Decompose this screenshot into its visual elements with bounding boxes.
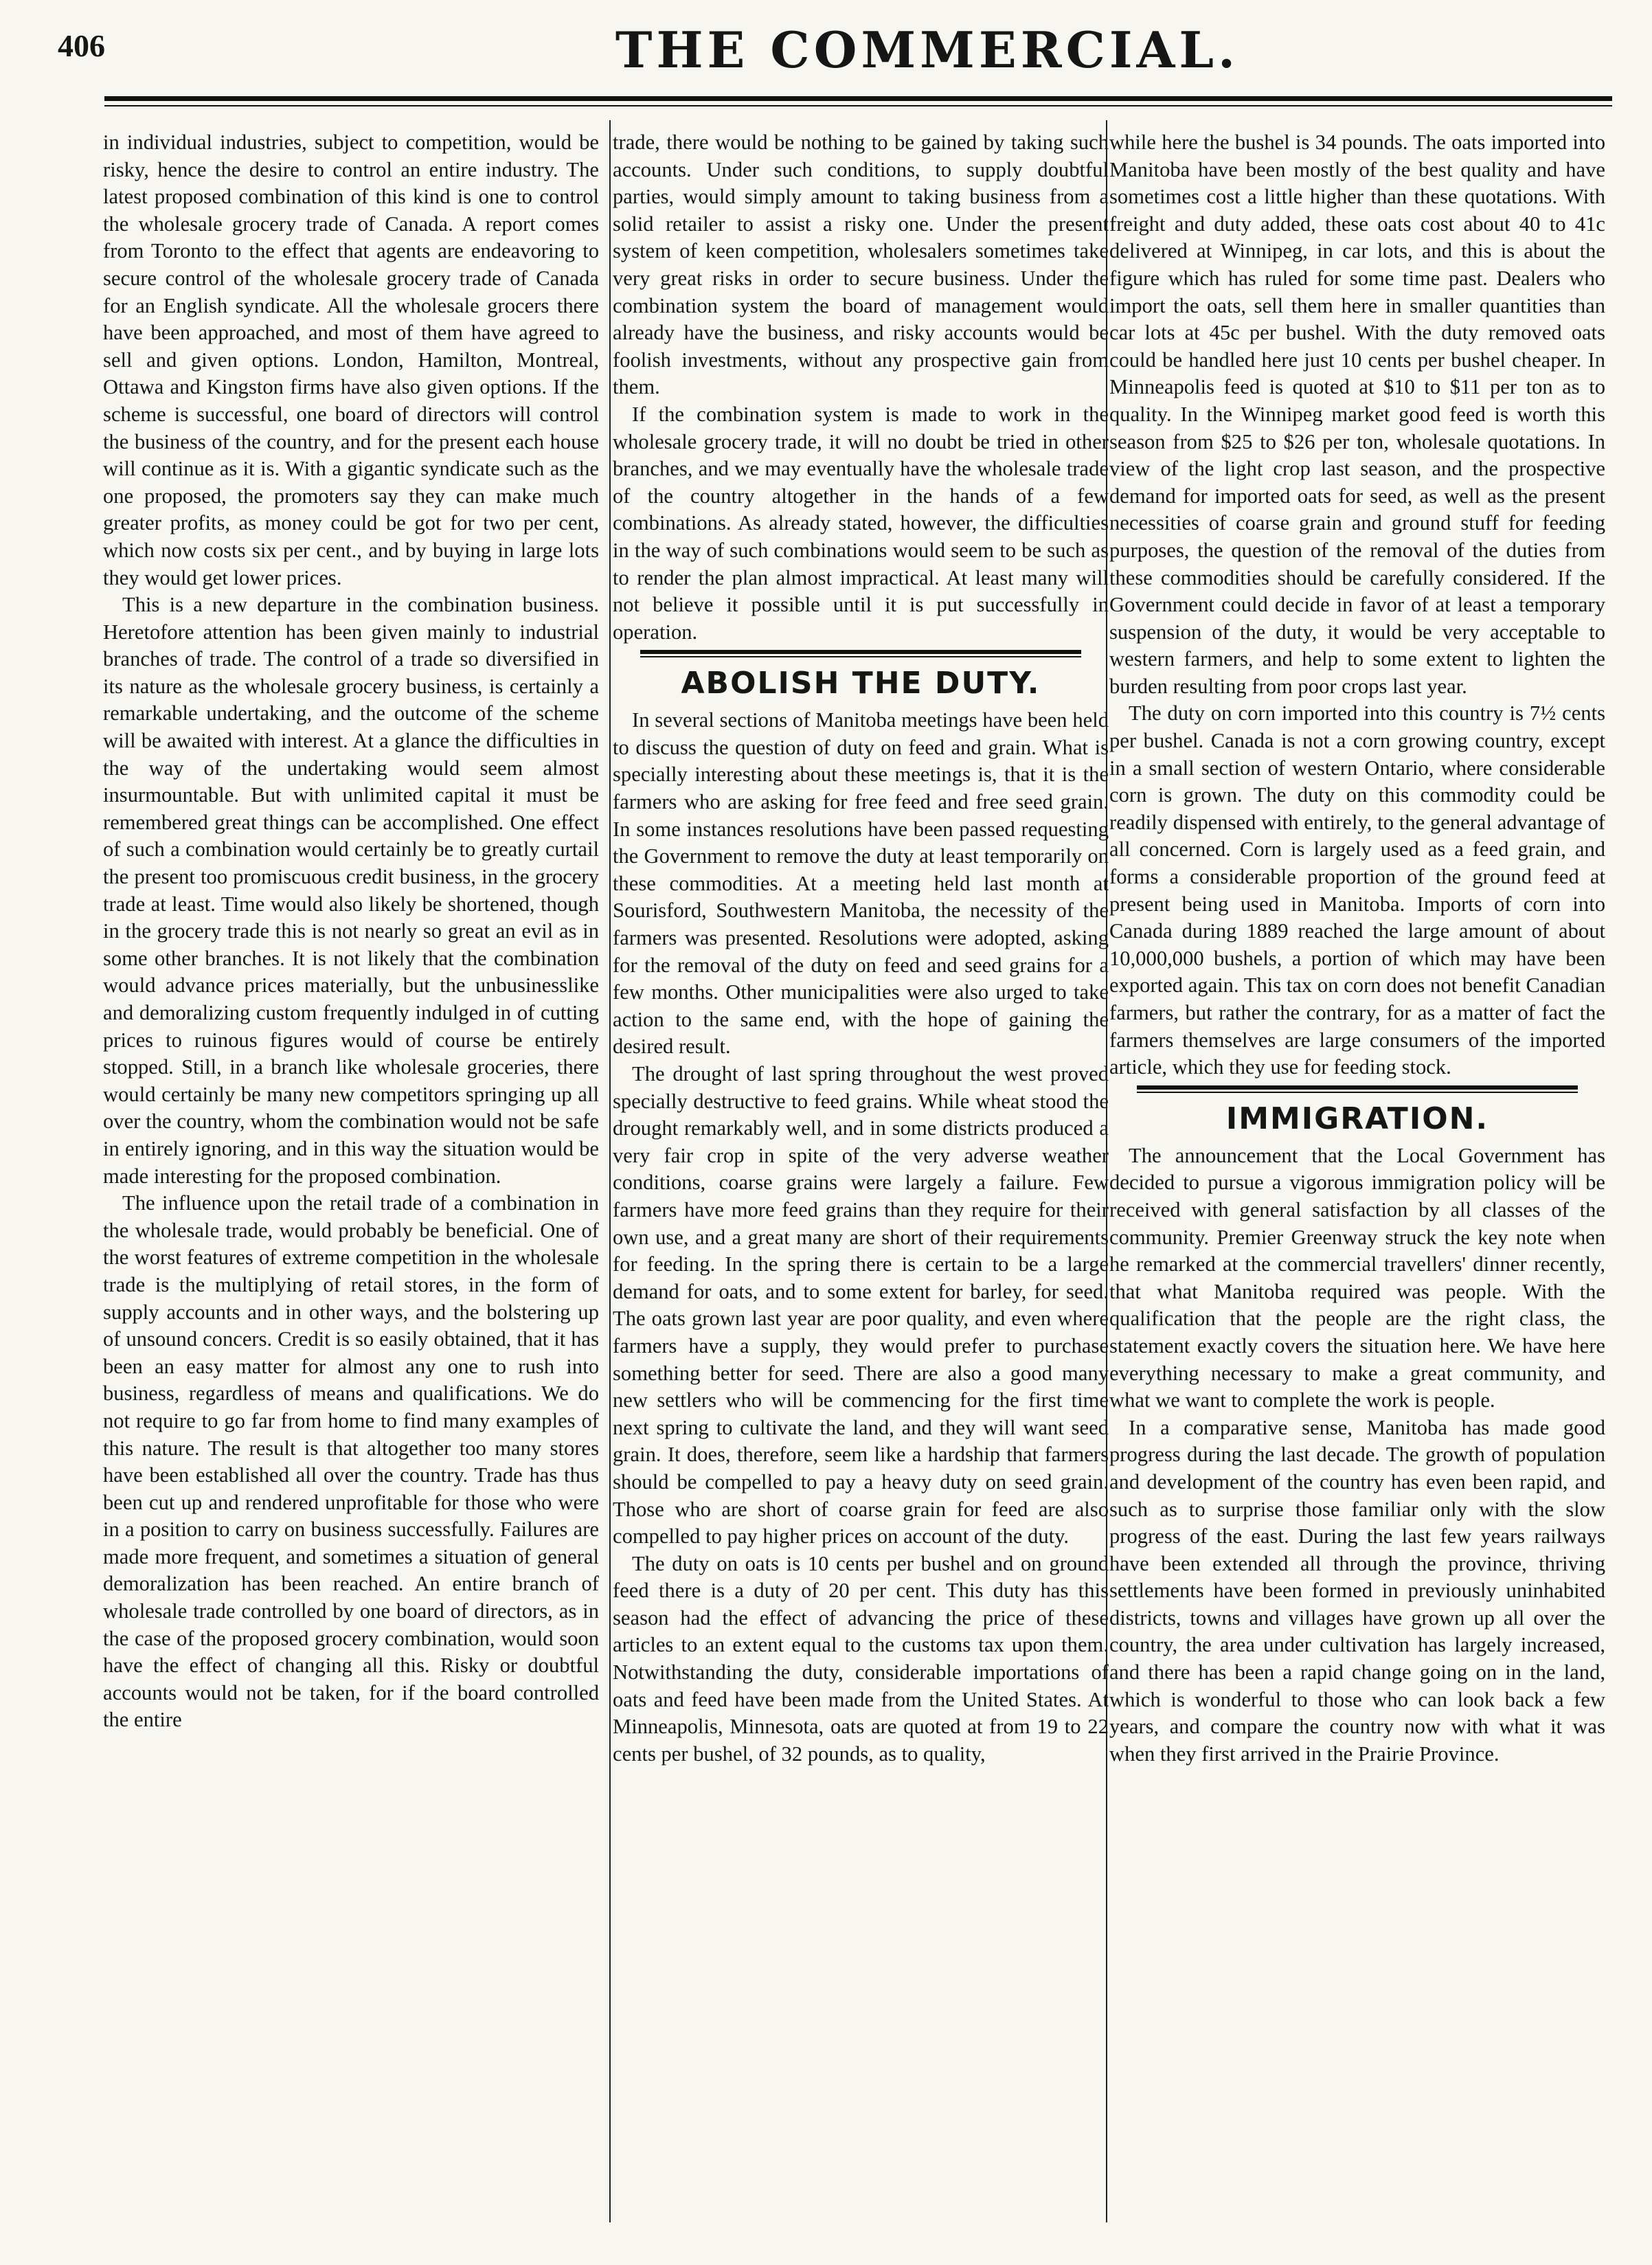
article-paragraph: The drought of last spring throughout the west proved specially destructive to feed grains. While wheat stood the drought remarkably well, and in some districts produced a very fair crop in spite of the very adverse weather conditions, coarse grains were largely a failure. Few farmers have more feed grains than they require for their own use, and a great many are short of their requirements for feeding. In the spring there is certain to be a large demand for oats, and to some extent for barley, for seed. The oats grown last year are poor quality, and even where farmers have a supply, they would prefer to purchase something better for seed. There are also a good many new settlers who will be commencing for the first time next spring to cultivate the land, and they will want seed grain. It does, therefore, seem like a hardship that farmers should be compelled to pay a heavy duty on seed grain. Those who are short of coarse grain for feed are also compelled to pay higher prices on account of the duty. [613,1062,1109,1548]
article-paragraph: If the combination system is made to work in the wholesale grocery trade, it will no doubt be tried in other branches, and we may eventually have the wholesale trade of the country altogether in the hands of a few combinations. As already stated, however, the difficulties in the way of such combinations would seem to be such as to render the plan almost impractical. At least many will not believe it possible until it is put successfully in operation. [613,402,1109,644]
section-heading: IMMIGRATION. [1225,1101,1489,1136]
article-paragraph: The influence upon the retail trade of a combination in the wholesale trade, would probably be beneficial. One of the worst features of extreme competition in the wholesale trade is the multiplying of retail stores, in the form of supply accounts and in other ways, and the bolstering up of unsound concers. Credit is so easily obtained, that it has been an easy matter for almost any one to rush into business, regardless of means and qualifications. We do not require to go far from home to find many examples of this nature. The result is that altogether too many stores have been established all over the country. Trade has thus been cut up and rendered unprofitable for those who were in a position to carry on business successfully. Failures are made more frequent, and sometimes a situation of general demoralization has been reached. An entire branch of wholesale trade controlled by one board of directors, as in the case of the proposed grocery combination, would soon have the effect of changing all this. Risky or doubtful accounts would not be taken, for if the board controlled the entire [103,1191,599,1732]
publication-title: THE COMMERCIAL. [615,21,1240,79]
section-rule [1137,1092,1578,1093]
article-paragraph: In several sections of Manitoba meetings have been held to discuss the question of duty on feed and grain. What is specially interesting about these meetings is, that it is the farmers who are asking for free feed and free seed grain. In some instances resolutions have been passed requesting the Government to remove the duty at least temporarily on these commodities. At a meeting held last month at Sourisford, Southwestern Manitoba, the necessity of the farmers was presented. Resolutions were adopted, asking for the removal of the duty on feed and seed grains for a few months. Other municipalities were also urged to take action to the same end, with the hope of gaining the desired result. [613,708,1109,1059]
masthead [0,0,1652,110]
article-paragraph: in individual industries, subject to competition, would be risky, hence the desire to control an entire industry. The latest proposed combination of this kind is one to control the wholesale grocery trade of Canada. A report comes from Toronto to the effect that agents are endeavoring to secure control of the wholesale grocery trade of Canada for an English syndicate. All the wholesale grocers there have been approached, and most of them have agreed to sell and given options. London, Hamilton, Montreal, Ottawa and Kingston firms have also given options. If the scheme is successful, one board of directors will control the business of the country, and for the present each house will continue as it is. With a gigantic syndicate such as the one proposed, the promoters say they can make much greater profits, as money could be got for two per cent, which now costs six per cent., and by buying in large lots they would get lower prices. [103,131,599,589]
column-2 [613,129,1109,2231]
section-rule [640,656,1081,657]
column-1 [103,129,599,2231]
masthead-rule-thick [104,96,1612,101]
article-paragraph: The duty on oats is 10 cents per bushel and on ground feed there is a duty of 20 per cent. This duty has this season had the effect of advancing the price of these articles to an extent equal to the customs tax upon them. Notwithstanding the duty, considerable importations of oats and feed have been made from the United States. At Minneapolis, Minnesota, oats are quoted at from 19 to 22 cents per bushel, of 32 pounds, as to quality, [613,1551,1109,1766]
column-divider [609,120,611,2222]
article-paragraph: This is a new departure in the combination business. Heretofore attention has been given mainly to industrial branches of trade. The control of a trade so diversified in its nature as the wholesale grocery business, is certainly a remarkable undertaking, and the outcome of the scheme will be awaited with interest. At a glance the difficulties in the way of the undertaking would seem almost insurmountable. But with unlimited capital it must be remembered great things can be accomplished. One effect of such a combination would certainly be to greatly curtail the present too promiscuous credit business, in the grocery trade at least. Time would also likely be shortened, though in the grocery trade this is not nearly so great an evil as in some other branches. It is not likely that the combination would advance prices materially, but the unbusinesslike and demoralizing custom frequently indulged in of cutting prices to ruinous figures would of course be entirely stopped. Still, in a branch like wholesale groceries, there would certainly be many new competitors springing up all over the country, whom the combination would not be safe in entirely ignoring, and in this way the situation would be made interesting for the proposed combination. [103,593,599,1188]
section-rule [640,650,1081,654]
page-number: 406 [58,28,105,63]
masthead-rule-thin [104,105,1612,106]
article-paragraph: The duty on corn imported into this country is 7½ cents per bushel. Canada is not a corn growing country, except in a small section of western Ontario, where considerable corn is grown. The duty on this commodity could be readily dispensed with entirely, to the general advantage of all concerned. Corn is largely used as a feed grain, and forms a considerable proportion of the ground feed at present being used in Manitoba. Imports of corn into Canada during 1889 reached the large amount of about 10,000,000 bushels, a portion of which may have been exported again. This tax on corn does not benefit Canadian farmers, but rather the contrary, for as a matter of fact the farmers themselves are large consumers of the imported article, which they use for feeding stock. [1109,701,1605,1079]
article-paragraph: The announcement that the Local Government has decided to pursue a vigorous immigration policy will be received with general satisfaction by all classes of the community. Premier Greenway struck the key note when he remarked at the commercial travellers' dinner recently, that what Manitoba required was people. With the qualification that the people are the right class, the statement exactly covers the situation here. We have here everything necessary to make a great community, and what we want to complete the work is people. [1109,1143,1605,1412]
article-paragraph: In a comparative sense, Manitoba has made good progress during the last decade. The growth of population and development of the country has even been rapid, and such as to surprise those familiar only with the slow progress of the east. During the last few years railways have been extended all through the province, thriving settlements have been formed in previously uninhabited districts, towns and villages have grown up all over the country, the area under cultivation has largely increased, and there has been a rapid change going on in the land, which is wonderful to those who can look back a few years, and compare the country now with what it was when they first arrived in the Prairie Province. [1109,1415,1605,1766]
article-paragraph: trade, there would be nothing to be gained by taking such accounts. Under such conditions, to supply doubtful parties, would simply amount to taking business from a solid retailer to assist a risky one. Under the present system of keen competition, wholesalers sometimes take very great risks in order to secure business. Under the combination system the board of management would already have the business, and risky accounts would be foolish investments, without any prospective gain from them. [613,131,1109,399]
section-rule [1137,1085,1578,1090]
section-heading: ABOLISH THE DUTY. [681,666,1041,701]
article-paragraph: while here the bushel is 34 pounds. The oats imported into Manitoba have been mostly of the best quality and have sometimes cost a little higher than these quotations. With freight and duty added, these oats cost about 40 to 41c delivered at Winnipeg, in car lots, and this is about the figure which has ruled for some time past. Dealers who import the oats, sell them here in smaller quantities than car lots at 45c per bushel. With the duty removed oats could be handled here just 10 cents per bushel cheaper. In Minneapolis feed is quoted at $10 to $11 per ton as to quality. In the Winnipeg market good feed is worth this season from $25 to $26 per ton, wholesale quotations. In view of the light crop last season, and the prospective demand for imported oats for seed, as well as the present necessities of coarse grain and ground stuff for feeding purposes, the question of the removal of the duties from these commodities should be carefully considered. If the Government could decide in favor of at least a temporary suspension of the duty, it would be very acceptable to western farmers, and help to some extent to lighten the burden resulting from poor crops last year. [1109,131,1605,698]
column-3 [1109,129,1605,2231]
